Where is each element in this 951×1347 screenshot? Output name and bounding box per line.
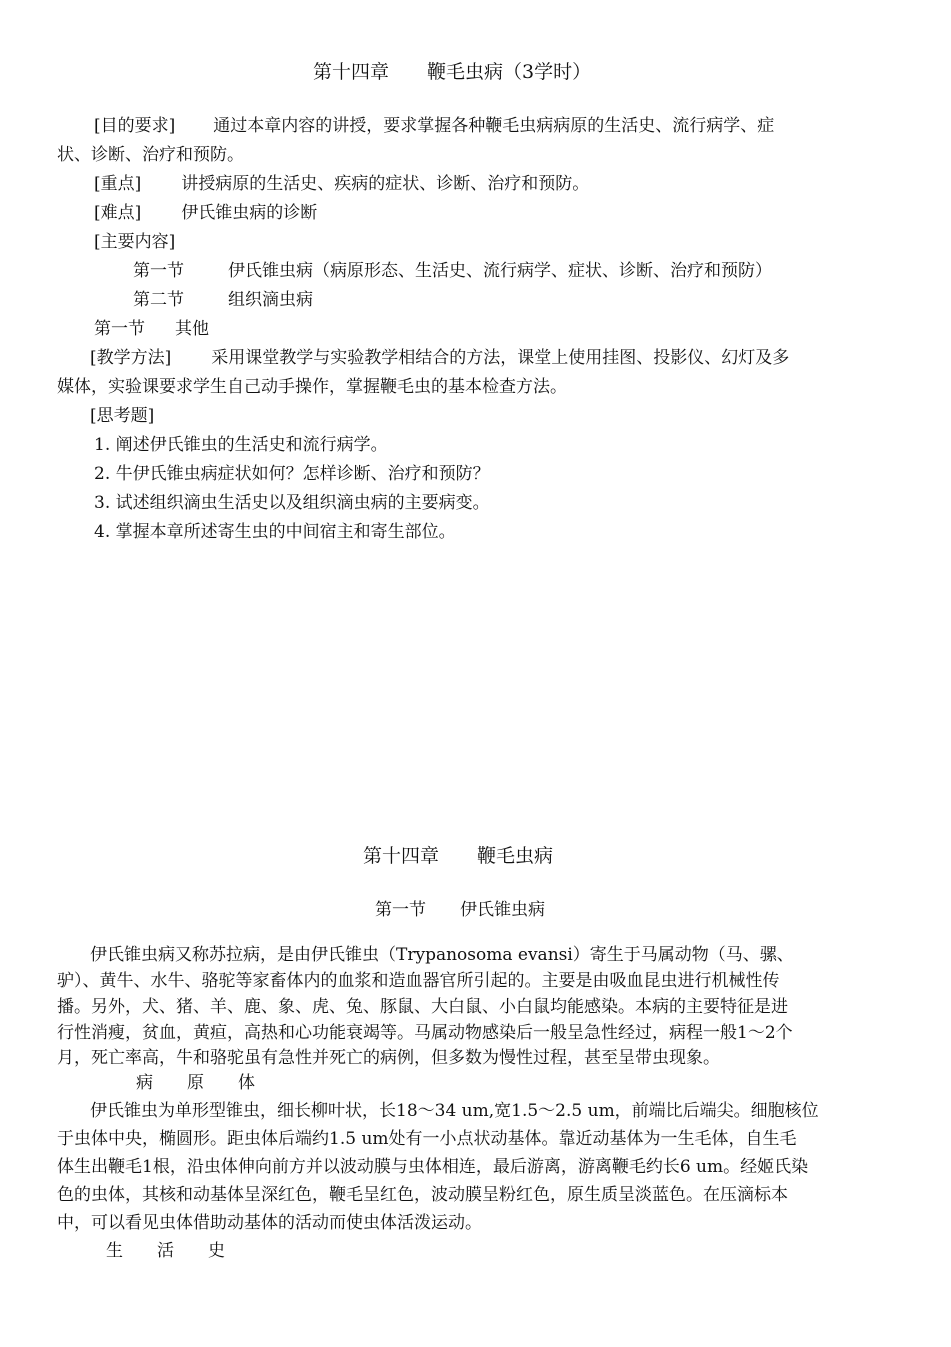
section-number: 第一节 [133,261,184,281]
section-item [94,316,209,342]
intro-line: 月，死亡率高，牛和骆驼虽有急性并死亡的病例，但多数为慢性过程，甚至呈带虫现象。 [57,1048,720,1068]
intro-line: 播。另外，犬、猪、羊、鹿、象、虎、兔、豚鼠、大白鼠、小白鼠均能感染。本病的主要特征是进 [57,997,788,1017]
intro-line: 伊氏锥虫病又称苏拉病，是由伊氏锥虫（Trypanosoma evansi）寄生于马属动物（马、骡、 [90,945,794,965]
method-text: 采用课堂教学与实验教学相结合的方法，课堂上使用挂图、投影仪、幻灯及多 [211,348,790,368]
objective-label: [目的要求] [94,116,176,136]
section-item [133,258,772,284]
question-item: 4. 掌握本章所述寄生虫的中间宿主和寄生部位。 [94,522,456,542]
difficulty-label: [难点] [94,203,142,223]
section-item [133,287,313,313]
pathogen-line: 体生出鞭毛1根，沿虫体伸向前方并以波动膜与虫体相连，最后游离，游离鞭毛约长6 um。经姬氏染 [57,1157,809,1177]
method-label: [教学方法] [90,348,172,368]
chapter-title-2: 第十四章 鞭毛虫病 [363,845,554,867]
question-item: 1. 阐述伊氏锥虫的生活史和流行病学。 [94,435,388,455]
intro-line: 驴）、黄牛、水牛、骆驼等家畜体内的血浆和造血器官所引起的。主要是由吸血昆虫进行机械性传 [57,971,780,991]
objective-continuation: 状、诊断、治疗和预防。 [57,145,244,165]
difficulty-text: 伊氏锥虫病的诊断 [181,203,318,223]
section-title: 第一节 伊氏锥虫病 [375,900,545,920]
focus-line [94,171,589,197]
section-text: 其他 [175,319,209,339]
pathogen-line: 中，可以看见虫体借助动基体的活动而使虫体活泼运动。 [57,1213,482,1233]
intro-line: 行性消瘦，贫血，黄疸，高热和心功能衰竭等。马属动物感染后一般呈急性经过，病程一般1～2个 [57,1023,793,1043]
objective-text: 通过本章内容的讲授，要求掌握各种鞭毛虫病病原的生活史、流行病学、症 [213,116,775,136]
main-content-label: [主要内容] [94,232,176,252]
pathogen-line: 伊氏锥虫为单形型锥虫，细长柳叶状，长18～34 um,宽1.5～2.5 um，前端比后端尖。细胞核位 [90,1101,819,1121]
question-item: 2. 牛伊氏锥虫病症状如何？怎样诊断、治疗和预防？ [94,464,490,484]
method-line [90,345,789,371]
focus-label: [重点] [94,174,142,194]
pathogen-line: 于虫体中央，椭圆形。距虫体后端约1.5 um处有一小点状动基体。靠近动基体为一生毛体，自生毛 [57,1129,797,1149]
method-continuation: 媒体，实验课要求学生自己动手操作，掌握鞭毛虫的基本检查方法。 [57,377,567,397]
question-item: 3. 试述组织滴虫生活史以及组织滴虫病的主要病变。 [94,493,490,513]
section-number: 第一节 [94,319,145,339]
section-number: 第二节 [133,290,184,310]
objective-line [94,113,774,139]
questions-label: [思考题] [90,406,155,426]
chapter-title: 第十四章 鞭毛虫病（3学时） [313,61,592,83]
lifecycle-heading: 生 活 史 [106,1241,225,1261]
difficulty-line [94,200,317,226]
pathogen-line: 色的虫体，其核和动基体呈深红色，鞭毛呈红色，波动膜呈粉红色，原生质呈淡蓝色。在压滴标本 [57,1185,788,1205]
section-text: 伊氏锥虫病（病原形态、生活史、流行病学、症状、诊断、治疗和预防） [228,261,772,281]
section-text: 组织滴虫病 [228,290,313,310]
pathogen-heading: 病 原 体 [136,1073,255,1093]
focus-text: 讲授病原的生活史、疾病的症状、诊断、治疗和预防。 [181,174,590,194]
